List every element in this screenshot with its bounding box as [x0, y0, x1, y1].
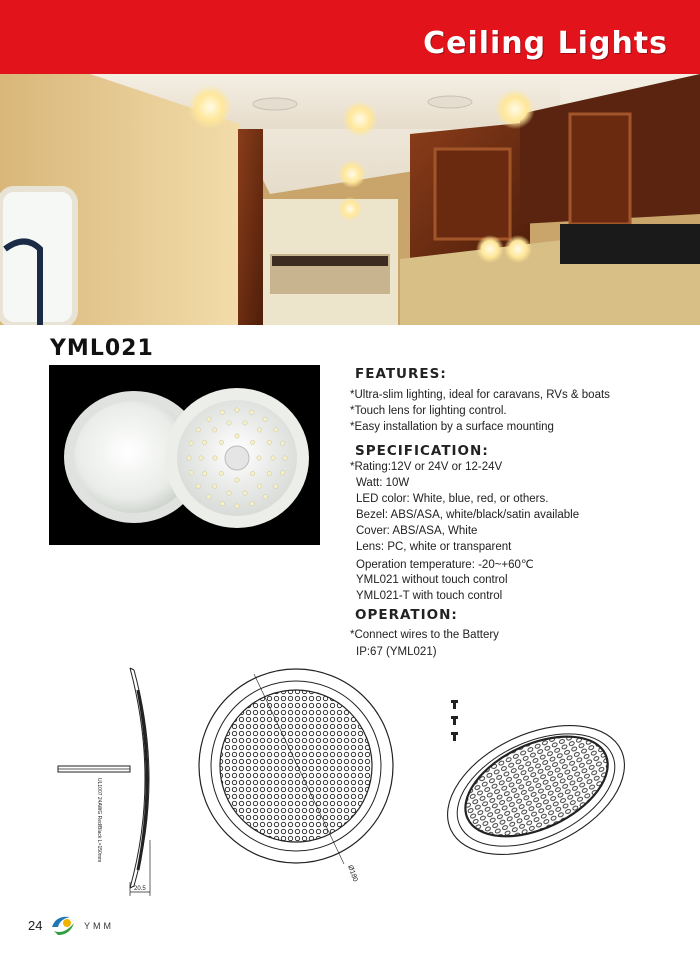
led-dot	[189, 471, 193, 475]
led-dot	[227, 491, 231, 495]
led-dot	[235, 408, 239, 412]
product-photo	[49, 365, 320, 545]
spec-item: *Rating:12V or 24V or 12-24V	[350, 461, 503, 473]
led-dot	[202, 471, 206, 475]
led-dot	[263, 495, 267, 499]
spec-item: Operation temperature: -20~+60℃	[356, 559, 534, 571]
spec-item: Lens: PC, white or transparent	[356, 541, 512, 553]
led-dot	[250, 471, 254, 475]
spec-item: Cover: ABS/ASA, White	[356, 525, 478, 537]
led-dot	[196, 484, 200, 488]
led-dot	[187, 456, 191, 460]
led-dot	[235, 504, 239, 508]
brand-logo-icon	[50, 913, 76, 937]
led-dot	[281, 441, 285, 445]
led-dot	[257, 456, 261, 460]
led-dot	[274, 428, 278, 432]
led-dot	[235, 434, 239, 438]
specification-heading: SPECIFICATION:	[355, 443, 489, 459]
feature-item: *Ultra-slim lighting, ideal for caravans, RVs & boats	[350, 389, 610, 401]
led-dot	[257, 484, 261, 488]
led-dot	[250, 440, 254, 444]
operation-item: *Connect wires to the Battery	[350, 629, 499, 641]
led-dot	[274, 484, 278, 488]
screws-drawing	[451, 700, 458, 741]
led-dot	[263, 417, 267, 421]
depth-dimension-label: 20.5	[134, 886, 146, 892]
product-code: YML021	[50, 336, 154, 361]
led-dot	[199, 456, 203, 460]
led-dot	[243, 421, 247, 425]
led-dot	[267, 471, 271, 475]
led-dot	[257, 428, 261, 432]
led-dot	[196, 428, 200, 432]
page-title: Ceiling Lights	[423, 26, 668, 61]
led-dot	[283, 456, 287, 460]
led-dot	[227, 421, 231, 425]
header-banner	[0, 0, 700, 74]
spec-item: LED color: White, blue, red, or others.	[356, 493, 549, 505]
led-dot	[250, 410, 254, 414]
spec-item: YML021 without touch control	[356, 574, 508, 586]
features-heading: FEATURES:	[355, 366, 447, 382]
led-dot	[220, 410, 224, 414]
cable-label: UL1007 24AWG Red/Black L=150mm	[96, 778, 102, 863]
led-dot	[212, 428, 216, 432]
page-number: 24	[28, 918, 43, 933]
side-profile-drawing	[58, 668, 150, 896]
led-dot	[213, 456, 217, 460]
spec-item: Bezel: ABS/ASA, white/black/satin available	[356, 509, 580, 521]
operation-heading: OPERATION:	[355, 607, 458, 623]
technical-drawings	[0, 660, 700, 910]
led-dot	[219, 440, 223, 444]
feature-item: *Touch lens for lighting control.	[350, 405, 507, 417]
diameter-label: Ø180	[346, 864, 359, 883]
led-dot	[189, 441, 193, 445]
led-dot	[207, 417, 211, 421]
spec-item: Watt: 10W	[356, 477, 410, 489]
led-dot	[267, 440, 271, 444]
led-dot	[235, 478, 239, 482]
led-dot	[271, 456, 275, 460]
footer	[28, 913, 228, 939]
led-dot	[243, 491, 247, 495]
led-dot	[250, 502, 254, 506]
led-dot	[212, 484, 216, 488]
feature-item: *Easy installation by a surface mounting	[350, 421, 554, 433]
brand-name: YMM	[84, 921, 114, 931]
led-dot	[207, 495, 211, 499]
led-dot	[281, 471, 285, 475]
isometric-view-drawing	[427, 700, 645, 881]
led-dot	[202, 440, 206, 444]
rv-interior-photo	[0, 74, 700, 325]
led-dot	[220, 502, 224, 506]
operation-item: IP:67 (YML021)	[356, 646, 437, 658]
led-dot	[219, 471, 223, 475]
spec-item: YML021-T with touch control	[356, 590, 503, 602]
front-view-drawing	[199, 669, 393, 864]
